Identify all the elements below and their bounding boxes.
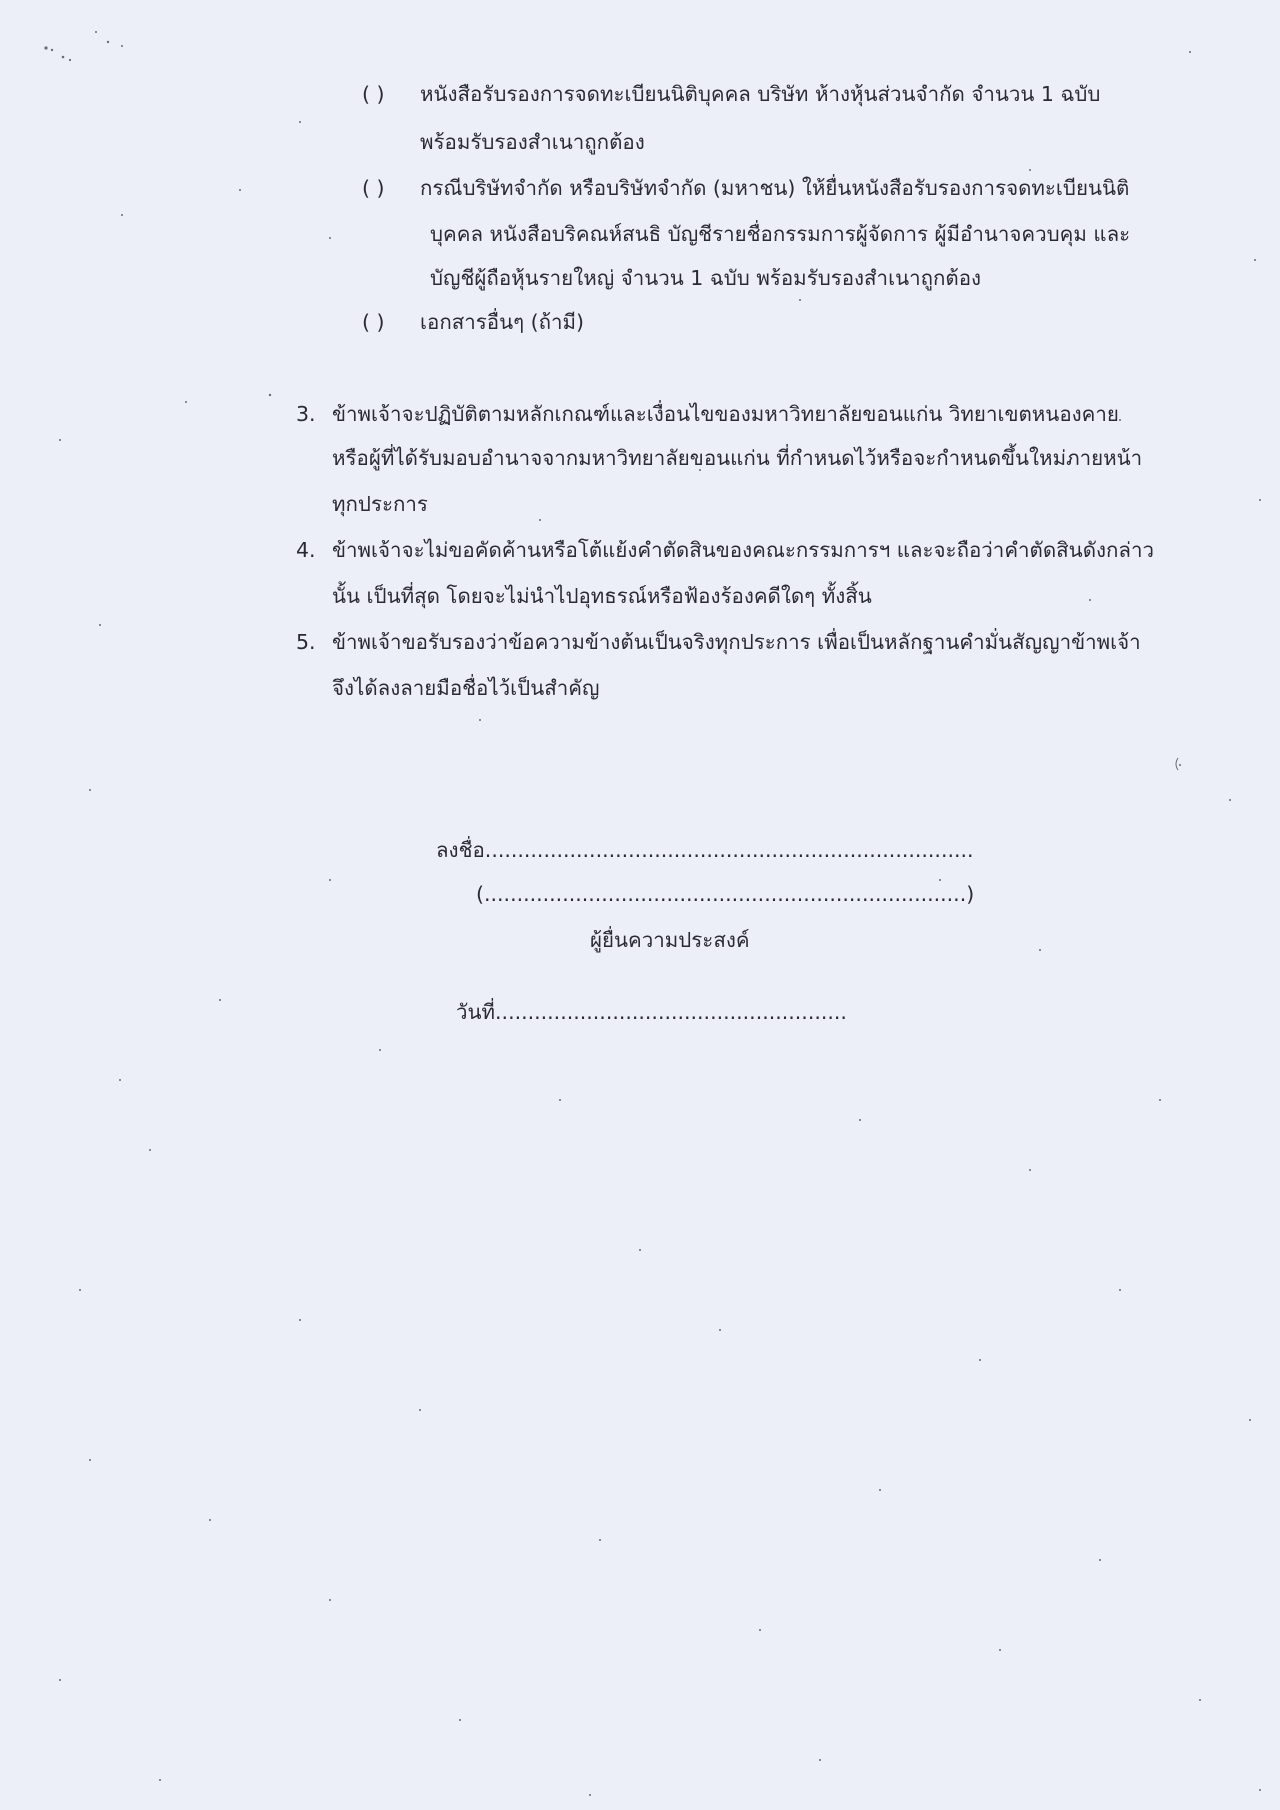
item-3-line-2: หรือผู้ที่ได้รับมอบอำนาจจากมหาวิทยาลัยขอนแก่น ที่กำหนดไว้หรือจะกำหนดขึ้นใหม่ภายหน้า: [332, 446, 1143, 470]
item-number-3: 3.: [296, 402, 316, 426]
checklist-2-line-1: กรณีบริษัทจำกัด หรือบริษัทจำกัด (มหาชน) ให้ยื่นหนังสือรับรองการจดทะเบียนนิติ: [420, 176, 1130, 200]
checklist-box-3: ( ): [362, 310, 385, 334]
date-line: วันที่......................................................: [456, 1000, 847, 1024]
checklist-3-line-1: เอกสารอื่นๆ (ถ้ามี): [420, 310, 585, 334]
checklist-box-1: ( ): [362, 82, 385, 106]
checklist-1-line-1: หนังสือรับรองการจดทะเบียนนิติบุคคล บริษัท ห้างหุ้นส่วนจำกัด จำนวน 1 ฉบับ: [420, 82, 1101, 106]
item-number-4: 4.: [296, 538, 316, 562]
item-4-line-1: ข้าพเจ้าจะไม่ขอคัดค้านหรือโต้แย้งคำตัดสินของคณะกรรมการฯ และจะถือว่าคำตัดสินดังกล่าว: [332, 538, 1155, 562]
printed-name-line: (..........................................................................): [476, 882, 975, 906]
item-4-line-2: นั้น เป็นที่สุด โดยจะไม่นำไปอุทธรณ์หรือฟ้องร้องคดีใดๆ ทั้งสิ้น: [332, 584, 872, 608]
signer-role: ผู้ยื่นความประสงค์: [590, 928, 750, 952]
item-number-5: 5.: [296, 630, 316, 654]
checklist-box-2: ( ): [362, 176, 385, 200]
checklist-2-line-2: บุคคล หนังสือบริคณห์สนธิ บัญชีรายชื่อกรรมการผู้จัดการ ผู้มีอำนาจควบคุม และ: [430, 222, 1131, 246]
checklist-2-line-3: บัญชีผู้ถือหุ้นรายใหญ่ จำนวน 1 ฉบับ พร้อมรับรองสำเนาถูกต้อง: [430, 266, 982, 290]
item-5-line-1: ข้าพเจ้าขอรับรองว่าข้อความข้างต้นเป็นจริงทุกประการ เพื่อเป็นหลักฐานคำมั่นสัญญาข้าพเจ้า: [332, 630, 1141, 654]
item-3-line-3: ทุกประการ: [332, 492, 428, 516]
item-5-line-2: จึงได้ลงลายมือชื่อไว้เป็นสำคัญ: [332, 676, 600, 700]
signature-line: ลงชื่อ...........................................................................: [436, 838, 974, 862]
checklist-1-line-2: พร้อมรับรองสำเนาถูกต้อง: [420, 130, 645, 154]
item-3-line-1: ข้าพเจ้าจะปฏิบัติตามหลักเกณฑ์และเงื่อนไขของมหาวิทยาลัยขอนแก่น วิทยาเขตหนองคาย: [332, 402, 1119, 426]
